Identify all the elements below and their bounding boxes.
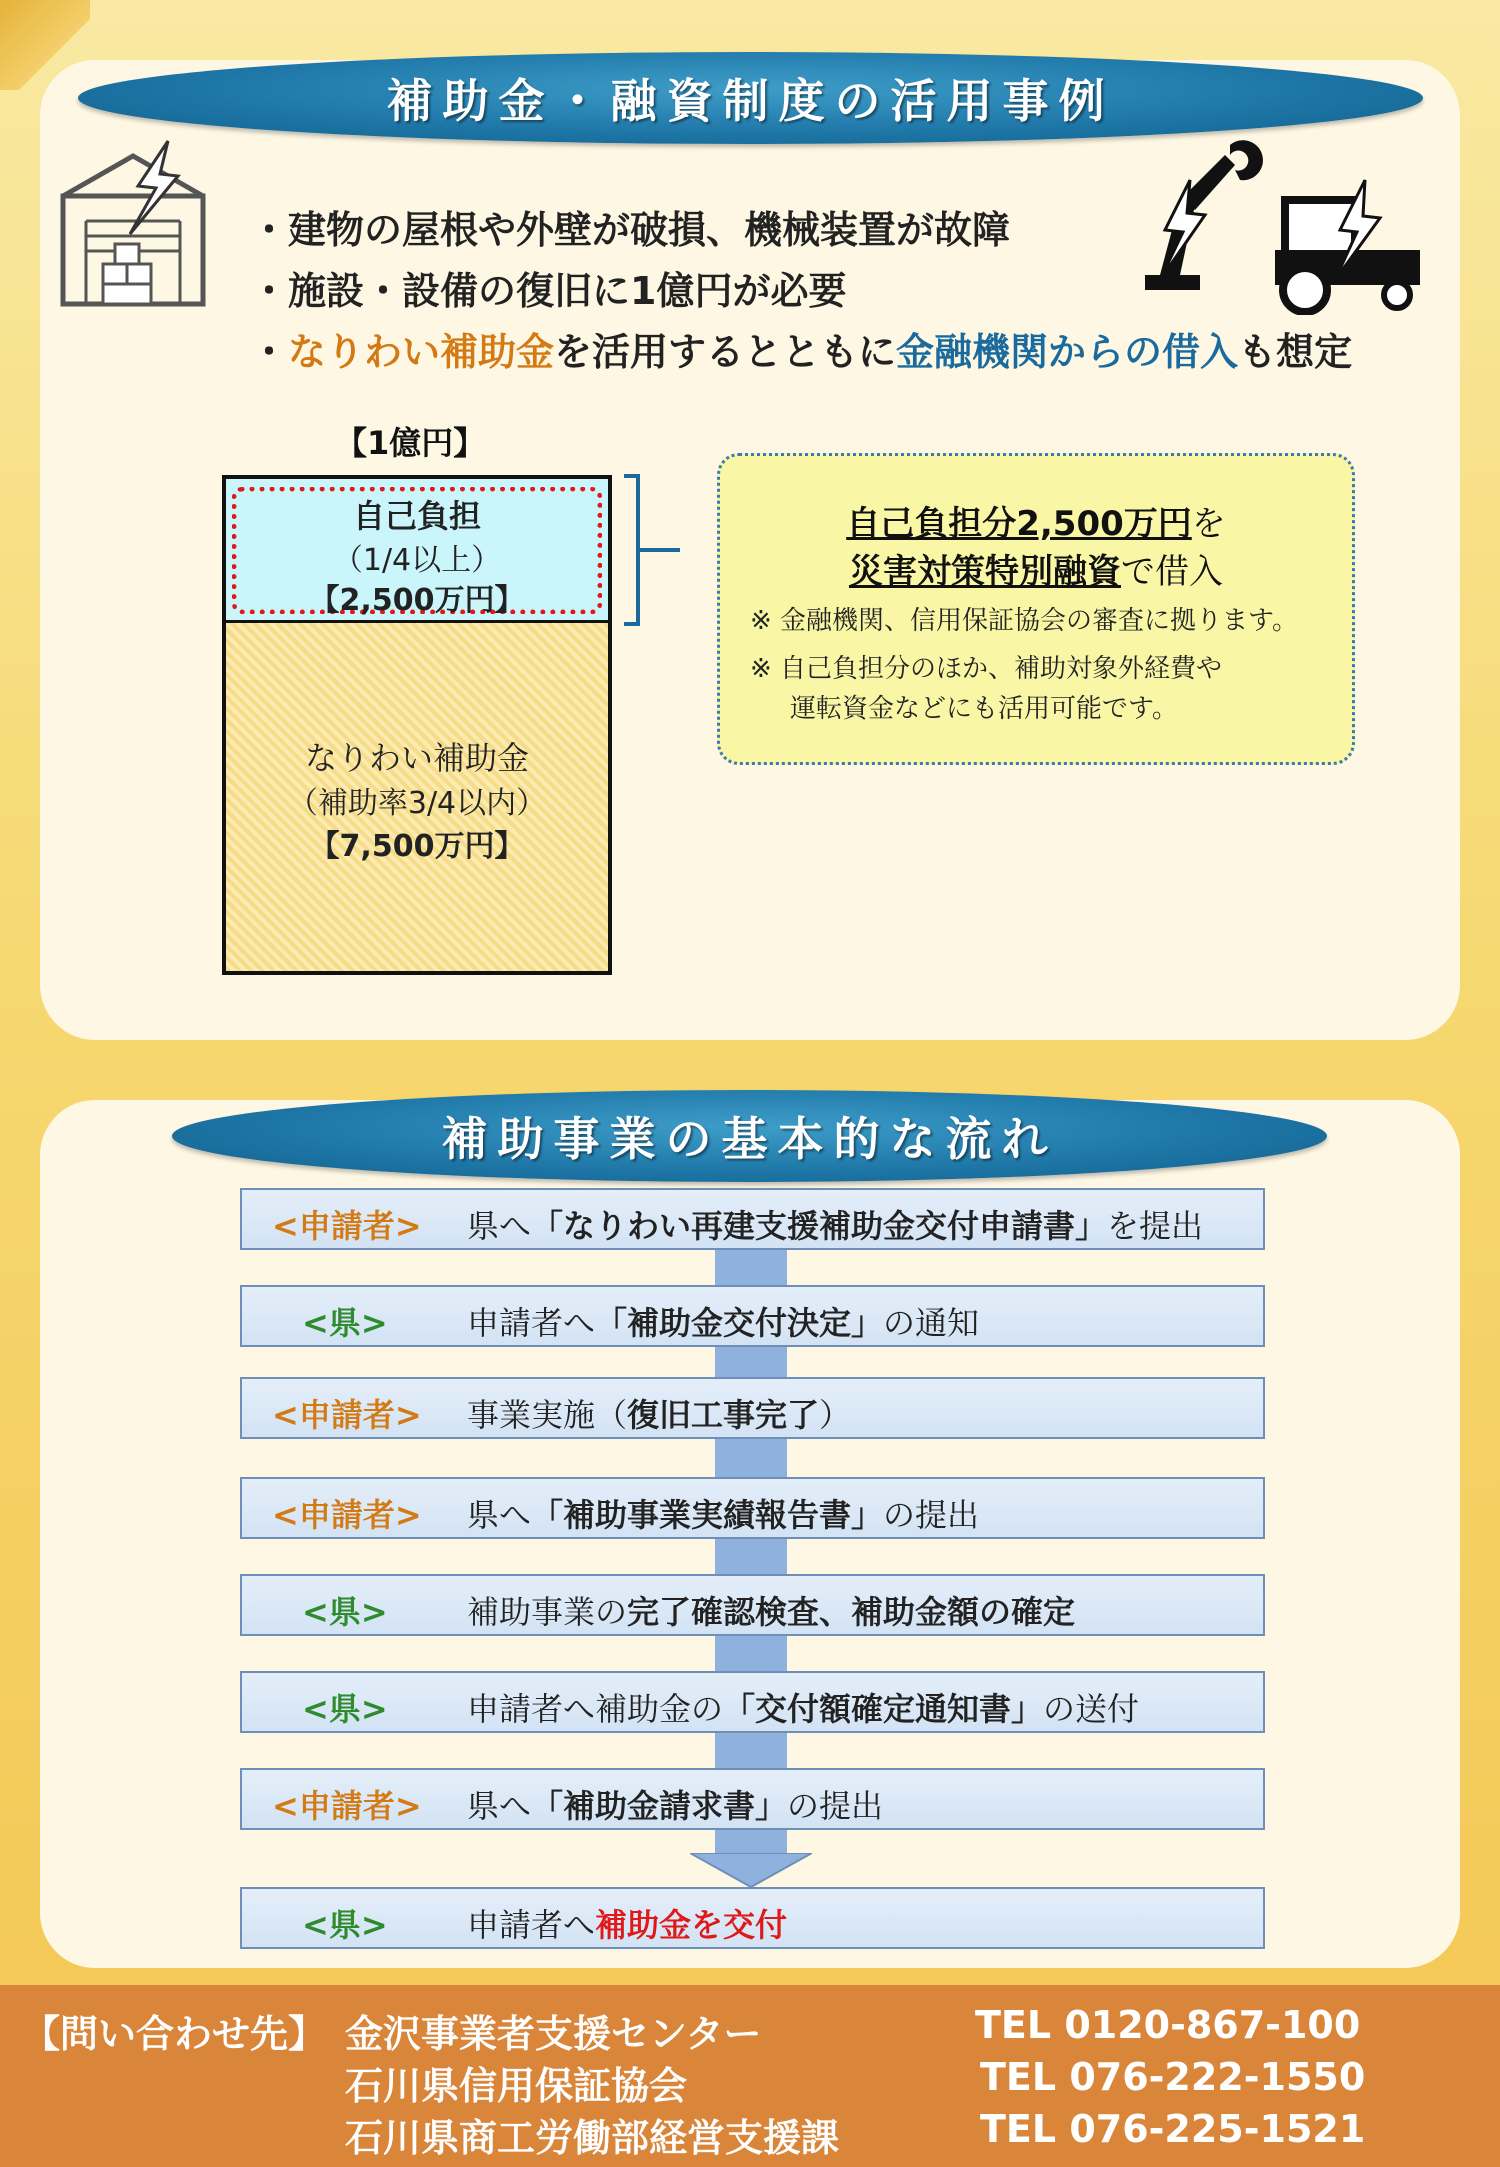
subsidy-title: なりわい補助金: [304, 739, 529, 777]
note-usage-1: ※ 自己負担分のほか、補助対象外経費や: [750, 654, 1223, 684]
loan-highlight: 金融機関からの借入: [896, 330, 1239, 374]
flow-step-8: <県> 申請者へ補助金を交付: [240, 1887, 1265, 1949]
bullet-cost: ・施設・設備の復旧に1億円が必要: [250, 269, 847, 313]
note-line-1: 自己負担分2,500万円を: [846, 504, 1226, 544]
flow-step-3: <申請者> 事業実施（復旧工事完了）: [240, 1377, 1265, 1439]
bullet-damage: ・建物の屋根や外壁が破損、機械装置が故障: [250, 208, 1011, 252]
contact-tel-2[interactable]: TEL 076-222-1550: [980, 2055, 1366, 2099]
note-review: ※ 金融機関、信用保証協会の審査に拠ります。: [750, 606, 1298, 636]
self-burden-amount: 【2,500万円】: [309, 583, 525, 618]
contact-name-2: 石川県信用保証協会: [345, 2064, 688, 2108]
case-study-title: 補助金・融資制度の活用事例: [78, 52, 1423, 144]
contact-name-3: 石川県商工労働部経営支援課: [345, 2116, 840, 2160]
bullet-plan: ・なりわい補助金を活用するとともに金融機関からの借入も想定: [250, 330, 1353, 374]
flow-title: 補助事業の基本的な流れ: [172, 1090, 1327, 1182]
subsidy-ratio: （補助率3/4以内）: [287, 786, 547, 821]
contact-tel-1[interactable]: TEL 0120-867-100: [975, 2003, 1361, 2047]
damaged-warehouse-icon: [58, 136, 208, 308]
total-amount-label: 【1億円】: [335, 424, 486, 462]
note-usage-2: 運転資金などにも活用可能です。: [790, 694, 1178, 724]
note-line-2: 災害対策特別融資で借入: [849, 552, 1223, 592]
flow-step-7: <申請者> 県へ「補助金請求書」の提出: [240, 1768, 1265, 1830]
flow-step-6: <県> 申請者へ補助金の「交付額確定通知書」の送付: [240, 1671, 1265, 1733]
case-bullets: [250, 200, 1352, 383]
subsidy-amount: 【7,500万円】: [309, 829, 525, 864]
subsidy-block: [226, 623, 608, 971]
contact-label: 【問い合わせ先】: [22, 2012, 327, 2056]
flow-step-2: <県> 申請者へ「補助金交付決定」の通知: [240, 1285, 1265, 1347]
subsidy-highlight: なりわい補助金: [288, 330, 555, 374]
bracket-connector: [620, 472, 680, 632]
funding-breakdown: [222, 475, 612, 975]
self-burden-title: 自己負担: [352, 497, 481, 535]
down-arrow-icon: [690, 1853, 812, 1887]
flow-step-1: <申請者> 県へ「なりわい再建支援補助金交付申請書」を提出: [240, 1188, 1265, 1250]
contact-footer: [0, 1985, 1500, 2167]
self-burden-ratio: （1/4以上）: [332, 543, 502, 578]
contact-tel-3[interactable]: TEL 076-225-1521: [980, 2107, 1366, 2151]
self-burden-block: [226, 479, 608, 623]
flow-step-4: <申請者> 県へ「補助事業実績報告書」の提出: [240, 1477, 1265, 1539]
loan-note-box: [717, 453, 1355, 765]
flow-step-5: <県> 補助事業の完了確認検査、補助金額の確定: [240, 1574, 1265, 1636]
contact-name-1: 金沢事業者支援センター: [345, 2012, 762, 2056]
